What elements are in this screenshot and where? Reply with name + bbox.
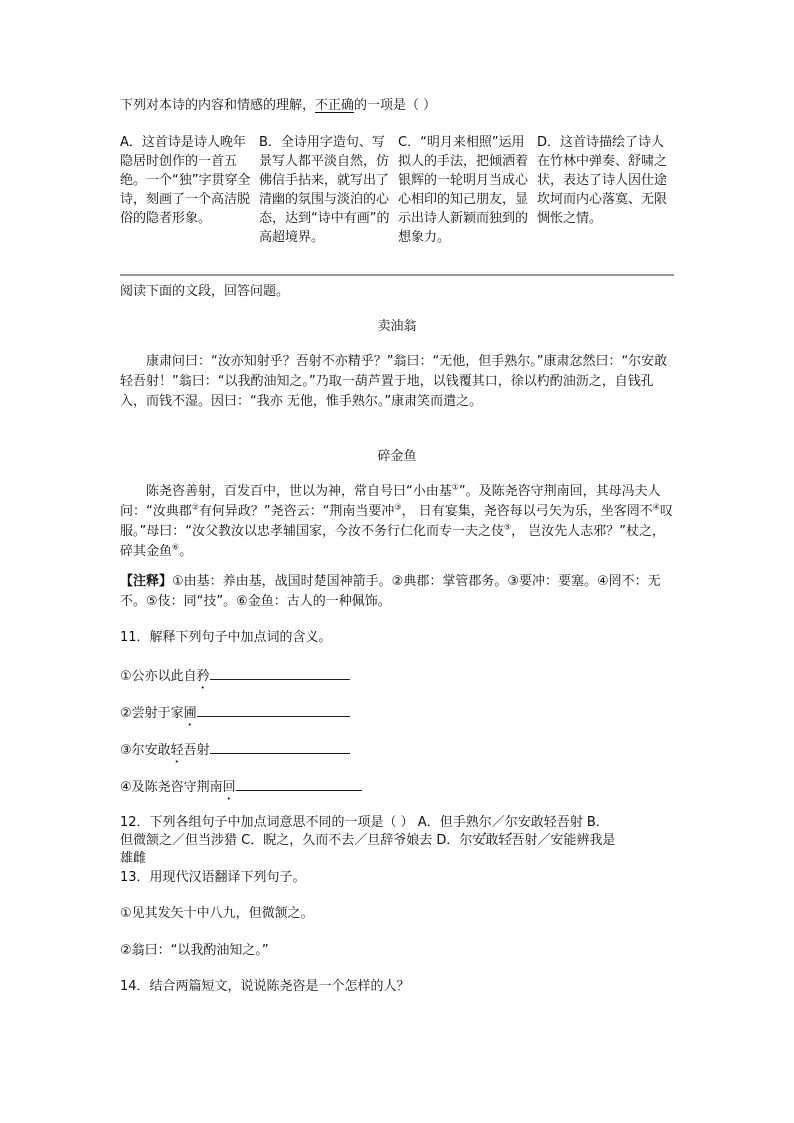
answer-blank[interactable] xyxy=(236,776,362,791)
option-label: B． xyxy=(259,135,281,150)
q11-item-text: ①公亦以此自 xyxy=(120,669,197,684)
section-divider xyxy=(120,274,674,276)
annotations-text: ①由基：养由基，战国时楚国神箭手。②典郡：掌管郡务。③要冲：要塞。④罔不：无不。⑤伎：同“技”。⑥金鱼：古人的一种佩饰。 xyxy=(120,574,661,609)
option-b xyxy=(259,133,398,247)
q11-item-3 xyxy=(120,739,350,766)
annotations-label: 【注释】 xyxy=(120,574,173,589)
answer-blank[interactable] xyxy=(197,702,350,717)
q13-stem: 13．用现代汉语翻译下列句子。 xyxy=(120,870,306,885)
q11-item-text: 吾射 xyxy=(183,743,210,758)
q11-item-1 xyxy=(120,665,350,692)
footnote-ref: ④ xyxy=(652,502,660,512)
q12-text: 安敢轻吾射 B． xyxy=(517,815,609,830)
option-a xyxy=(120,133,259,247)
footnote-ref: ⑥ xyxy=(172,542,180,552)
question-stem xyxy=(120,96,436,115)
option-text: 这首诗描绘了诗人在竹林中弹奏、舒啸之状，表达了诗人因仕途坎坷而内心落寞、无限惆怅之情。 xyxy=(537,135,668,226)
passage2-seg: ， 岂汝先人志邪？”杖之，碎其金鱼 xyxy=(120,524,666,559)
option-label: D． xyxy=(537,135,561,150)
q12-text: ／ xyxy=(491,815,505,830)
passage2-seg: 有何异政？”尧咨云：“荆南当要冲 xyxy=(198,504,395,519)
dotted-word: 尔 xyxy=(504,815,518,830)
annotations xyxy=(120,572,676,612)
passage2-seg: ， 日有宴集，尧咨每以弓矢为乐，坐客罔不 xyxy=(401,504,653,519)
q11-item-2 xyxy=(120,702,350,729)
passage1-text: 康肃问曰：“汝亦知射乎？吾射不亦精乎？”翁曰：“无他，但手熟尔。”康肃忿然曰：“尔安敢轻吾射！”翁曰：“以我酌油知之。”乃取一葫芦置于地，以钱覆其口，徐以杓酌油沥之，自钱孔入，而钱不湿。因曰：“我亦 无他，惟手熟尔。”康肃笑而遣之。 xyxy=(120,354,668,409)
footnote-ref: ⑤ xyxy=(503,522,512,532)
option-d xyxy=(537,133,676,247)
option-label: C． xyxy=(398,135,421,150)
answer-blank[interactable] xyxy=(210,665,350,680)
option-label: A． xyxy=(120,135,142,150)
dotted-word: 轻 xyxy=(170,743,184,758)
option-text: “明月来相照”运用拟人的手法，把倾洒着银辉的一轮明月当成心心相印的知己朋友，显示出诗人新颖而独到的想象力。 xyxy=(398,135,529,245)
passage2-seg: 。 xyxy=(179,544,193,559)
question-stem-suffix: 的一项是（ ） xyxy=(354,98,437,113)
dotted-word: 回 xyxy=(222,780,236,795)
passage1-title: 卖油翁 xyxy=(377,319,417,334)
footnote-ref: ② xyxy=(191,502,199,512)
passage2-seg: ”。及陈尧咨守荆南回，其母冯夫人问：“汝典郡 xyxy=(120,484,661,519)
q13-sentence-2: ②翁曰：“以我酌油知之。” xyxy=(120,943,269,958)
dotted-word: 圃 xyxy=(183,706,197,721)
dotted-word: 尔 xyxy=(478,815,492,830)
q12-line-2: 但微颔之／但当涉猎 C．睨之，久而不去／旦辞爷娘去 D．尔安敢轻吾射／安能辨我是 xyxy=(120,833,616,848)
passage2-seg: 叹服。”母曰：“汝父教汝以忠孝辅国家，今汝不务行仁化而专一夫之伎 xyxy=(120,504,673,539)
options-grid xyxy=(120,133,676,247)
q11-stem: 11．解释下列句子中加点词的含义。 xyxy=(120,630,332,645)
footnote-ref: ① xyxy=(451,482,459,492)
q11-item-text: ④及陈尧咨守荆南 xyxy=(120,780,223,795)
q11-item-text: ②尝射于家 xyxy=(120,706,184,721)
option-text: 这首诗是诗人晚年隐居时创作的一首五绝。一个“独”字贯穿全诗，刻画了一个高洁脱俗的隐者形象。 xyxy=(120,135,251,226)
q14-stem: 14．结合两篇短文，说说陈尧咨是一个怎样的人？ xyxy=(120,979,410,994)
answer-blank[interactable] xyxy=(210,739,350,754)
question-stem-underlined: 不正确 xyxy=(315,98,355,113)
passage2-text xyxy=(120,482,676,562)
q11-item-4 xyxy=(120,776,362,803)
passage2-seg: 陈尧咨善射，百发百中，世以为神，常自号曰“小由基 xyxy=(146,484,452,499)
option-c xyxy=(398,133,537,247)
reading-intro: 阅读下面的文段，回答问题。 xyxy=(120,284,290,299)
option-text: 全诗用字造句、写景写人都平淡自然，仿佛信手拈来，就写出了清幽的氛围与淡泊的心态，达到“诗中有画”的高超境界。 xyxy=(259,135,390,245)
q11-item-text: ③尔安敢 xyxy=(120,743,171,758)
q13-sentence-1: ①见其发矢十中八九，但微颔之。 xyxy=(120,906,314,921)
dotted-word: 矜 xyxy=(196,669,210,684)
q12-text: 12．下列各组句子中加点词意思不同的一项是（ ） A．但手熟 xyxy=(120,815,479,830)
q12-line-3: 雄雌 xyxy=(120,851,147,866)
footnote-ref: ③ xyxy=(394,502,402,512)
passage2-title: 碎金鱼 xyxy=(377,449,417,464)
question-stem-prefix: 下列对本诗的内容和情感的理解， xyxy=(120,98,316,113)
